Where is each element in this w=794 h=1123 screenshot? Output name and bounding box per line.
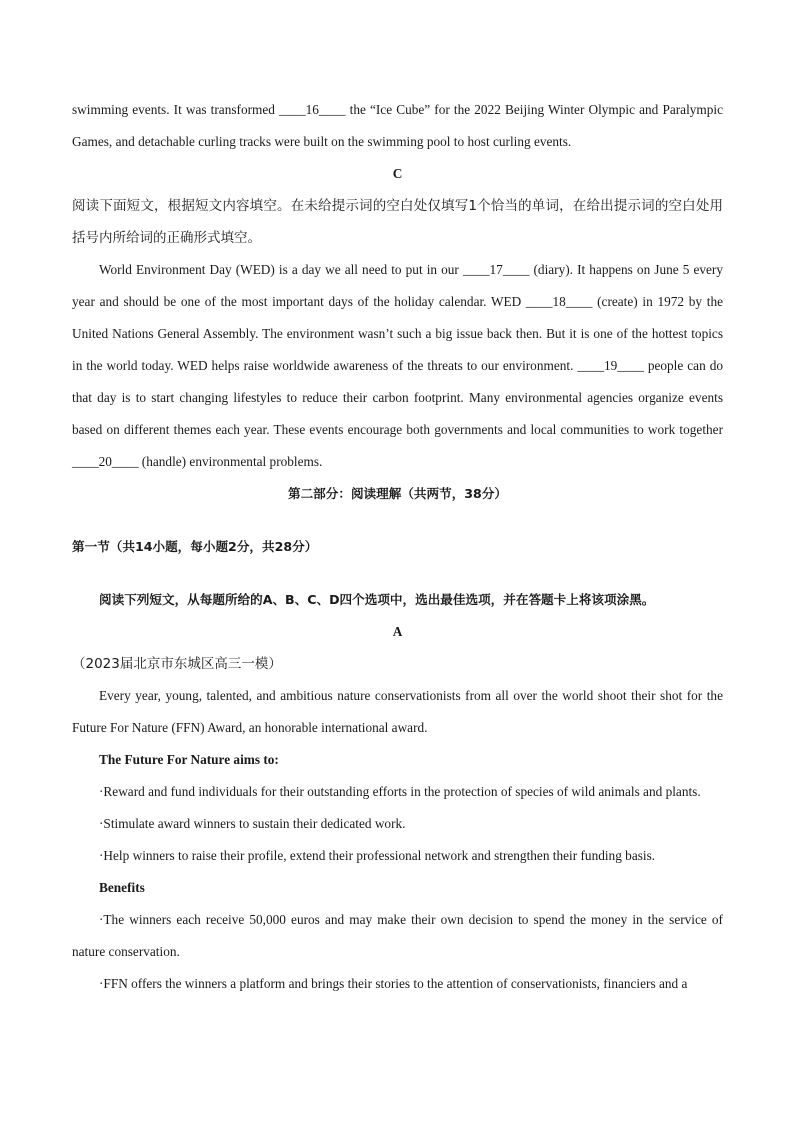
section-c-passage: World Environment Day (WED) is a day we all need to put in our ____17____ (diary). It happens on June 5 every year and should be one of the most important days of the holiday calendar. WED ____18____ (create) in 1972 by the United Nations General Assembly. The environment wasn’t such a big issue back then. But it is one of the hottest topics in the world today. WED helps raise worldwide awareness of the threats to our environment. ____19____ people can do that day is to start changing lifestyles to reduce their carbon footprint. Many environmental agencies organize events based on different themes each year. These events encourage both governments and local communities to work together ____20____ (handle) environmental problems. bbox=[72, 262, 723, 469]
reading-instruction: 阅读下列短文，从每题所给的A、B、C、D四个选项中，选出最佳选项，并在答题卡上将该项涂黑。 bbox=[99, 592, 655, 607]
section-one-heading: 第一节（共14小题，每小题2分，共28分） bbox=[72, 539, 318, 554]
section-c-heading: C bbox=[392, 166, 403, 181]
aim-item: ·Reward and fund individuals for their outstanding efforts in the protection of species of wild animals and plants. bbox=[99, 784, 701, 799]
benefit-item: ·The winners each receive 50,000 euros and may make their own decision to spend the money in the service of nature conservation. bbox=[72, 912, 723, 959]
passage-a-intro: Every year, young, talented, and ambitious nature conservationists from all over the world shoot their shot for the Future For Nature (FFN) Award, an honorable international award. bbox=[72, 688, 723, 735]
spacer bbox=[72, 563, 723, 584]
section-c-instruction: 阅读下面短文，根据短文内容填空。在未给提示词的空白处仅填写1个恰当的单词，在给出提示词的空白处用括号内所给词的正确形式填空。 bbox=[72, 198, 723, 246]
passage-a-source: （2023届北京市东城区高三一模） bbox=[72, 656, 282, 672]
part-two-title: 第二部分：阅读理解（共两节，38分） bbox=[287, 486, 508, 501]
passage-a-heading: A bbox=[392, 624, 403, 639]
aim-item: ·Help winners to raise their profile, extend their professional network and strengthen their funding basis. bbox=[99, 848, 656, 863]
benefit-item: ·FFN offers the winners a platform and brings their stories to the attention of conservationists, financiers and a bbox=[99, 976, 688, 991]
spacer bbox=[72, 510, 723, 531]
aim-item: ·Stimulate award winners to sustain their dedicated work. bbox=[99, 816, 406, 831]
continuation-paragraph: swimming events. It was transformed ____16____ the “Ice Cube” for the 2022 Beijing Winter Olympic and Paralympic Games, and detachable curling tracks were built on the swimming pool to host curling events. bbox=[72, 102, 723, 149]
benefits-heading: Benefits bbox=[99, 880, 145, 895]
aims-heading: The Future For Nature aims to: bbox=[99, 752, 279, 767]
document-page bbox=[72, 94, 723, 1000]
